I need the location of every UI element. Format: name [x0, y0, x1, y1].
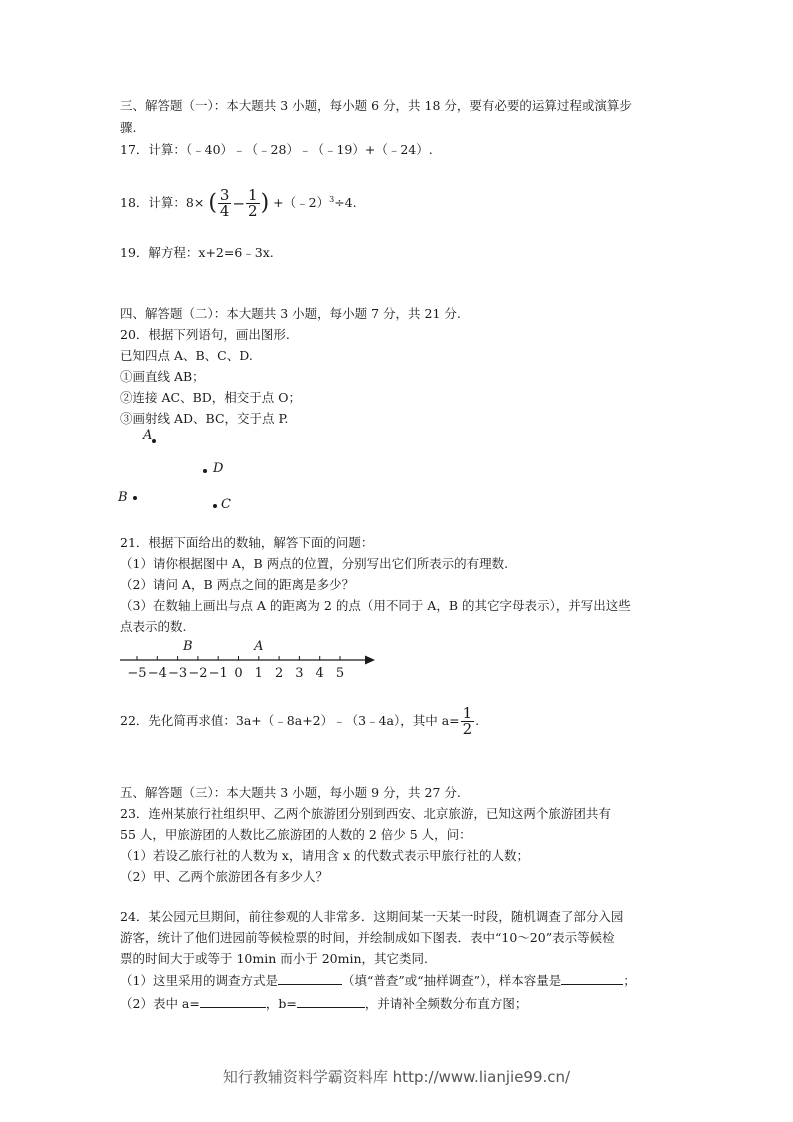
- q23-part2: （2）甲、乙两个旅游团各有多少人？: [120, 869, 328, 884]
- q20-given: 已知四点 A、B、C、D.: [120, 348, 253, 363]
- q23-line2: 55 人，甲旅游团的人数比乙旅游团的人数的 2 倍少 5 人，问：: [120, 827, 472, 842]
- point-a-dot: [152, 439, 156, 443]
- number-line: [115, 636, 385, 684]
- tick-label: 5: [335, 666, 345, 681]
- tick-label: −2: [188, 666, 208, 681]
- frac-num: 3: [219, 186, 230, 205]
- tick-label: 0: [234, 666, 243, 681]
- answer-blank-survey-method[interactable]: [278, 972, 342, 985]
- question-17: 17．计算：（﹣40）﹣（﹣28）﹣（﹣19）+（﹣24）.: [120, 142, 433, 157]
- point-c-dot: [213, 504, 217, 508]
- q24-part1: [120, 972, 636, 989]
- q20-title: 20．根据下列语句，画出图形.: [120, 327, 290, 342]
- q24-line3: 票的时间大于或等于 10min 而小于 20min，其它类同.: [120, 951, 429, 966]
- q22-prefix: 22．先化简再求值：3a+（﹣8a+2）﹣（3﹣4a），其中 a=: [120, 713, 460, 728]
- q24-part2-mid: ，b=: [265, 996, 297, 1011]
- fraction-1-2: [461, 706, 475, 737]
- right-paren: ): [260, 190, 270, 216]
- q24-part2-end: ，并请补全频数分布直方图；: [364, 996, 528, 1011]
- q21-part2: （2）请问 A，B 两点之间的距离是多少？: [120, 577, 355, 592]
- q21-part3-cont: 点表示的数.: [120, 619, 187, 634]
- q21-title: 21．根据下面给出的数轴，解答下面的问题：: [120, 535, 374, 550]
- q24-part1-end: ；: [623, 973, 636, 988]
- section5-header: 五、解答题（三）：本大题共 3 小题，每小题 9 分，共 27 分.: [120, 785, 461, 800]
- q24-part1-prefix: （1）这里采用的调查方式是: [120, 973, 278, 988]
- q21-part1: （1）请你根据图中 A，B 两点的位置，分别写出它们所表示的有理数.: [120, 556, 509, 571]
- point-c-label: C: [221, 497, 231, 512]
- q24-part2-prefix: （2）表中 a=: [120, 996, 200, 1011]
- question-22: [120, 704, 479, 738]
- q18-exponent: 3: [329, 195, 335, 204]
- tick-label: −1: [208, 666, 228, 681]
- question-18: [120, 182, 357, 222]
- q24-line1: 24．某公园元旦期间，前往参观的人非常多．这期间某一天某一时段，随机调查了部分入园: [120, 909, 624, 924]
- answer-blank-b[interactable]: [297, 995, 365, 1008]
- number-line-labels: [127, 666, 344, 681]
- q18-suffix: ÷4.: [334, 195, 357, 211]
- left-paren: (: [208, 190, 217, 216]
- q18-mid: +（﹣2）: [273, 195, 330, 211]
- tick-label: 4: [315, 666, 324, 681]
- q20-step3: ③画射线 AD、BC，交于点 P.: [120, 411, 289, 426]
- minus-sign: −: [232, 194, 246, 213]
- page-footer: 知行教辅资料学霸资料库 http://www.lianjie99.cn/: [222, 1068, 571, 1086]
- section4-header: 四、解答题（二）：本大题共 3 小题，每小题 7 分，共 21 分.: [120, 306, 461, 321]
- tick-label: 2: [274, 666, 284, 681]
- fraction-3-4: [218, 188, 232, 219]
- q23-line1: 23．连州某旅行社组织甲、乙两个旅游团分别到西安、北京旅游，已知这两个旅游团共有: [120, 806, 611, 821]
- q24-line2: 游客，统计了他们进园前等候检票的时间，并绘制成如下图表．表中“10～20”表示等候检: [120, 930, 615, 945]
- frac-den: 4: [219, 202, 230, 221]
- section3-header-cont: 骤.: [120, 120, 137, 135]
- q24-part2: [120, 995, 527, 1012]
- tick-label: 3: [295, 666, 304, 681]
- frac-num: 1: [248, 186, 258, 205]
- q24-part1-mid: （填“普查”或“抽样调查”），样本容量是: [341, 973, 562, 988]
- q18-prefix: 18．计算：8×: [120, 195, 205, 211]
- point-b-dot: [133, 496, 137, 500]
- tick-label: −5: [127, 666, 147, 681]
- number-line-point-b: B: [182, 639, 193, 654]
- tick-label: −4: [147, 666, 167, 681]
- question-19: 19．解方程：x+2=6﹣3x.: [120, 245, 274, 260]
- point-d-label: D: [213, 461, 224, 476]
- point-b-label: B: [118, 490, 128, 505]
- q22-suffix: .: [475, 713, 480, 728]
- q23-part1: （1）若设乙旅行社的人数为 x，请用含 x 的代数式表示甲旅行社的人数；: [120, 848, 529, 863]
- frac-num: 1: [462, 704, 473, 722]
- point-a-label: A: [143, 428, 153, 443]
- tick-label: −3: [168, 666, 188, 681]
- tick-label: 1: [254, 666, 263, 681]
- number-line-point-a: A: [254, 639, 264, 654]
- q21-part3: （3）在数轴上画出与点 A 的距离为 2 的点（用不同于 A，B 的其它字母表示），并写出这些: [120, 598, 631, 613]
- answer-blank-sample-size[interactable]: [561, 972, 623, 985]
- frac-den: 2: [248, 202, 258, 221]
- frac-den: 2: [462, 720, 473, 738]
- number-line-arrow: [365, 656, 375, 665]
- q20-step2: ②连接 AC、BD，相交于点 O；: [120, 390, 301, 405]
- answer-blank-a[interactable]: [200, 995, 266, 1008]
- q20-step1: ①画直线 AB；: [120, 369, 205, 384]
- point-d-dot: [203, 469, 207, 473]
- fraction-1-2: [246, 188, 260, 219]
- section3-header: 三、解答题（一）：本大题共 3 小题，每小题 6 分，共 18 分，要有必要的运算过程或演算步: [120, 98, 632, 113]
